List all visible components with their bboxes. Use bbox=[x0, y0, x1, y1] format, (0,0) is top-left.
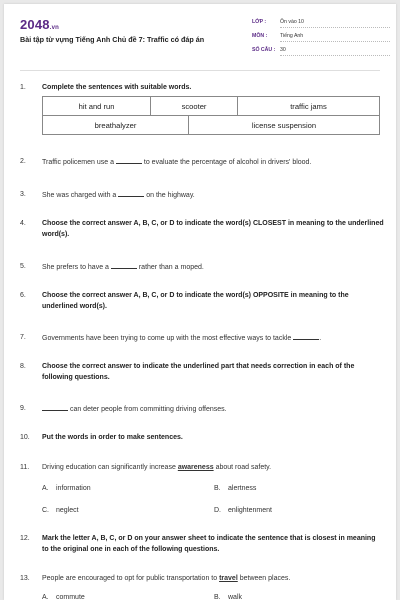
question-number: 2. bbox=[20, 158, 26, 165]
question-text: Put the words in order to make sentences. bbox=[42, 434, 183, 441]
option-a[interactable]: A. information bbox=[42, 485, 91, 492]
answer-blank[interactable] bbox=[293, 332, 319, 340]
question-number: 6. bbox=[20, 292, 26, 299]
question-number: 11. bbox=[20, 464, 30, 471]
question-text: Choose the correct answer to indicate the underlined part that needs correction in each of the following questions. bbox=[42, 363, 355, 381]
class-label: LỚP : bbox=[252, 19, 267, 25]
header-divider bbox=[20, 70, 380, 71]
question-text: People are encouraged to opt for public transportation to travel between places. bbox=[42, 575, 291, 582]
question-number: 5. bbox=[20, 263, 26, 270]
question-text: Complete the sentences with suitable words. bbox=[42, 84, 192, 91]
question-text: She prefers to have a rather than a moped. bbox=[42, 261, 384, 273]
option-b[interactable]: B. alertness bbox=[214, 485, 257, 492]
worksheet-header bbox=[4, 4, 396, 74]
site-logo[interactable]: 2048.vn bbox=[20, 17, 60, 32]
underlined-word: travel bbox=[219, 575, 238, 582]
question-text: Choose the correct answer A, B, C, or D to indicate the word(s) CLOSEST in meaning to the underlined word(s). bbox=[42, 220, 384, 238]
word-bank-cell: license suspension bbox=[189, 116, 380, 135]
question-number: 9. bbox=[20, 405, 26, 412]
option-d[interactable]: D. enlightenment bbox=[214, 507, 272, 514]
question-text: She was charged with a on the highway. bbox=[42, 189, 384, 201]
page-title: Bài tập từ vựng Tiếng Anh Chủ đề 7: Traffic có đáp án bbox=[20, 35, 205, 44]
word-bank-row bbox=[43, 116, 380, 135]
question-text: Choose the correct answer A, B, C, or D to indicate the word(s) OPPOSITE in meaning to the underlined word(s). bbox=[42, 292, 349, 310]
subject-label: MÔN : bbox=[252, 33, 268, 39]
count-label: SỐ CÂU : bbox=[252, 47, 276, 53]
question-number: 4. bbox=[20, 220, 26, 227]
worksheet-page bbox=[4, 4, 396, 600]
question-text: Mark the letter A, B, C, or D on your answer sheet to indicate the sentence that is closest in meaning to the original one in each of the following questions. bbox=[42, 535, 376, 553]
underlined-word: awareness bbox=[177, 464, 214, 471]
answer-blank[interactable] bbox=[42, 403, 68, 411]
option-b[interactable]: B. walk bbox=[214, 594, 243, 600]
word-bank-table bbox=[42, 96, 380, 135]
word-bank-cell: traffic jams bbox=[237, 97, 379, 116]
option-a[interactable]: A. commute bbox=[42, 594, 85, 600]
question-number: 13. bbox=[20, 575, 30, 582]
question-number: 12. bbox=[20, 535, 30, 542]
question-text: can deter people from committing driving offenses. bbox=[42, 403, 384, 415]
question-text: Driving education can significantly increase awareness about road safety. bbox=[42, 464, 272, 471]
count-value: 30 bbox=[280, 47, 390, 56]
question-number: 1. bbox=[20, 84, 26, 91]
subject-value: Tiếng Anh bbox=[280, 33, 390, 42]
answer-blank[interactable] bbox=[118, 189, 144, 197]
answer-blank[interactable] bbox=[111, 261, 137, 269]
question-text: Traffic policemen use a to evaluate the percentage of alcohol in drivers' blood. bbox=[42, 156, 384, 168]
answer-blank[interactable] bbox=[116, 156, 142, 164]
word-bank-cell: hit and run bbox=[43, 97, 151, 116]
question-number: 8. bbox=[20, 363, 26, 370]
question-number: 10. bbox=[20, 434, 30, 441]
option-c[interactable]: C. neglect bbox=[42, 507, 79, 514]
question-text: Governments have been trying to come up with the most effective ways to tackle . bbox=[42, 332, 384, 344]
question-number: 7. bbox=[20, 334, 26, 341]
word-bank-cell: scooter bbox=[151, 97, 238, 116]
class-value: Ôn vào 10 bbox=[280, 19, 390, 28]
word-bank-cell: breathalyzer bbox=[43, 116, 189, 135]
word-bank-row bbox=[43, 97, 380, 116]
question-number: 3. bbox=[20, 191, 26, 198]
